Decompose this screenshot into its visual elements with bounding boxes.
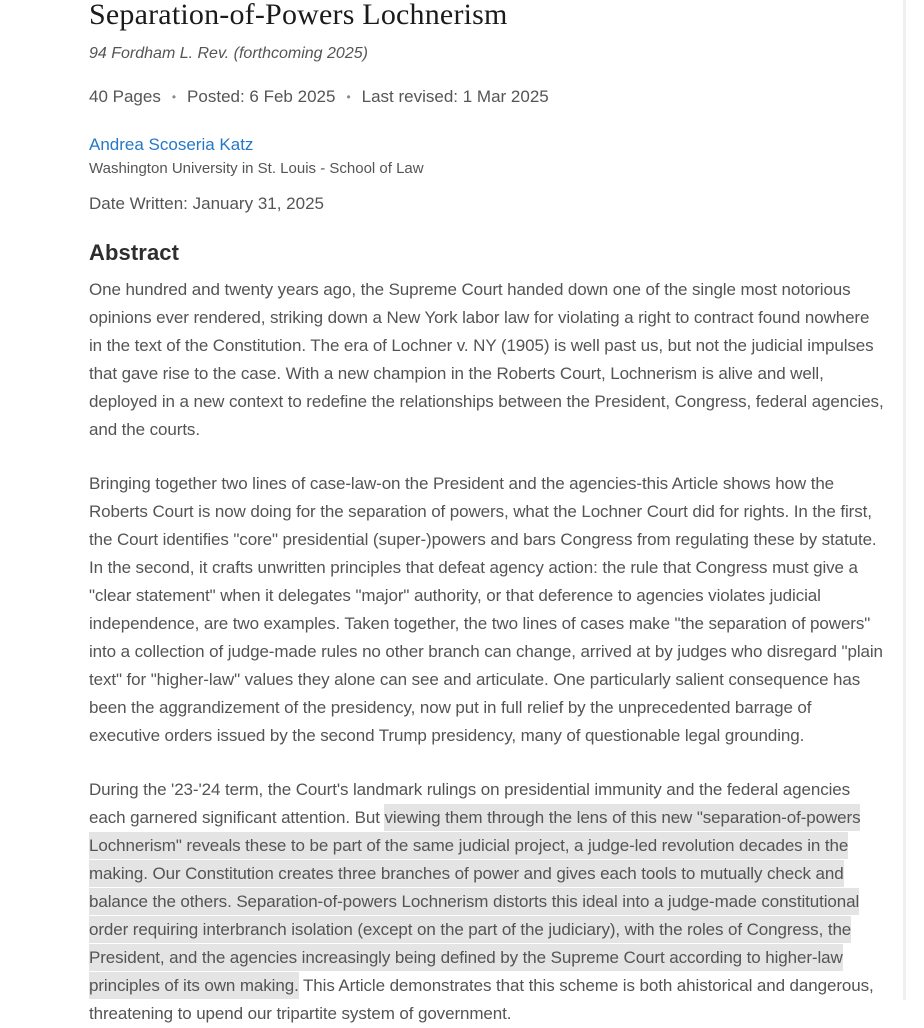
journal-reference: 94 Fordham L. Rev. (forthcoming 2025) [89, 45, 368, 62]
selected-text-highlight: viewing them through the lens of this new "separation-of-powers Lochnerism" reveals these to be part of the same judicial project, a judge-led revolution decades in the making. Our Constitution creates three branches of power and gives each tools to mutually check and balance the others. Separation-of-powers Lochnerism distorts this ideal into a judge-made constitutional order requiring interbranch isolation (except on the part of the judiciary), with the roles of Congress, the President, and the agencies increasingly being defined by the Supreme Court according to higher-law principles of its own making. [89, 804, 860, 999]
paper-title: Separation-of-Powers Lochnerism [89, 0, 508, 31]
page-count: 40 Pages [89, 87, 161, 106]
abstract-paragraph-1: One hundred and twenty years ago, the Supreme Court handed down one of the single most notorious opinions ever rendered, striking down a New York labor law for violating a right to contract found nowhere in the text of the Constitution. The era of Lochner v. NY (1905) is well past us, but not the judicial impulses that gave rise to the case. With a new champion in the Roberts Court, Lochnerism is alive and well, deployed in a new context to redefine the relationships between the President, Congress, federal agencies, and the courts. [89, 280, 884, 439]
scrollbar-track[interactable] [903, 0, 906, 1000]
author-link[interactable]: Andrea Scoseria Katz [89, 135, 254, 154]
bullet-separator-icon: • [346, 90, 351, 104]
paper-meta-row [89, 86, 884, 108]
abstract-paragraph-3-post-text: This Article demonstrates that this scheme is both ahistorical and dangerous, threatening to upend our tripartite system of government. [89, 976, 874, 1023]
author-block [89, 134, 884, 178]
bullet-separator-icon: • [171, 90, 177, 104]
abstract-paragraph-3-pre-text: During the '23-'24 term, the Court's landmark rulings on presidential immunity and the federal agencies each garnered significant attention. But [89, 780, 851, 827]
posted-date: Posted: 6 Feb 2025 [187, 87, 336, 106]
abstract-heading: Abstract [89, 240, 180, 265]
author-affiliation: Washington University in St. Louis - School of Law [89, 160, 424, 177]
last-revised-date: Last revised: 1 Mar 2025 [361, 87, 549, 106]
abstract-paragraph-2: Bringing together two lines of case-law-on the President and the agencies-this Article shows how the Roberts Court is now doing for the separation of powers, what the Lochner Court did for rights. In the first, the Court identifies "core" presidential (super-)powers and bars Congress from regulating these by statute. In the second, it crafts unwritten principles that defeat agency action: the rule that Congress must give a "clear statement" when it delegates "major" authority, or that deference to agencies violates judicial independence, are two examples. Taken together, the two lines of cases make "the separation of powers" into a collection of judge-made rules no other branch can change, arrived at by judges who disregard "plain text" for "higher-law" values they alone can see and articulate. One particularly salient consequence has been the aggrandizement of the presidency, now put in full relief by the unprecedented barrage of executive orders issued by the second Trump presidency, many of questionable legal grounding. [89, 474, 883, 745]
abstract-paragraph-3 [89, 776, 884, 1028]
date-written: Date Written: January 31, 2025 [89, 194, 324, 213]
paper-content-column [89, 0, 884, 1028]
